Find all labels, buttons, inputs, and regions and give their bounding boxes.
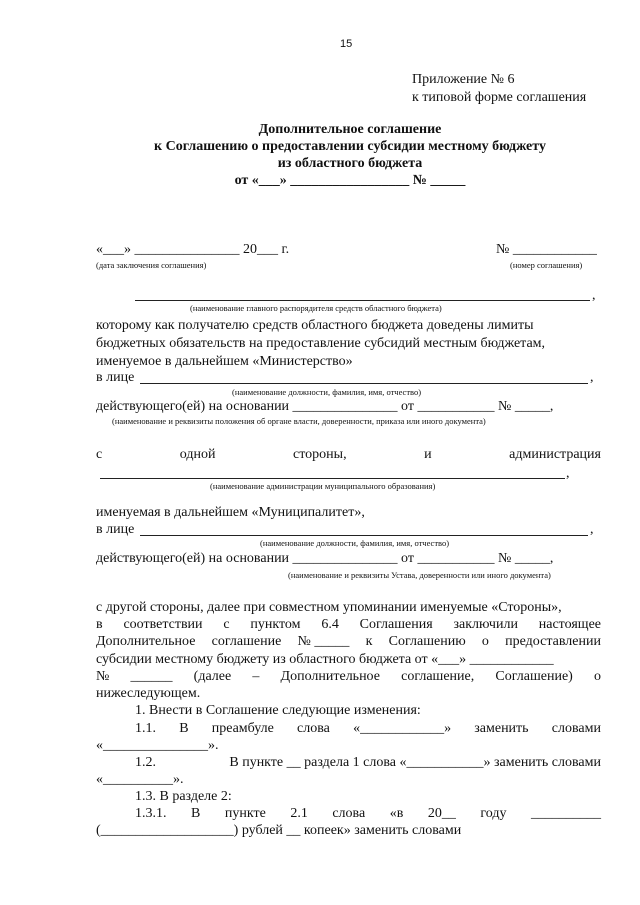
title-line-1: Дополнительное соглашение xyxy=(258,122,442,137)
ministry-acting: действующего(ей) на основании _______________ от ___________ № _____, xyxy=(96,399,554,414)
municipality-person-caption: (наименование должности, фамилия, имя, отчество) xyxy=(260,538,450,548)
item-word: 2.1 xyxy=(290,806,308,821)
item-1-3-1 xyxy=(135,806,601,822)
item-1-1 xyxy=(135,721,601,737)
body-word: пунктом xyxy=(250,617,301,632)
title-line-2: к Соглашению о предоставлении субсидии местному бюджету xyxy=(154,139,546,154)
body-word: соответствии xyxy=(123,617,203,632)
ministry-person-caption: (наименование должности, фамилия, имя, отчество) xyxy=(232,387,422,397)
body-word: Дополнительное xyxy=(280,669,380,684)
agreement-number: № ____________ xyxy=(496,242,597,257)
item-word: 20__ xyxy=(427,806,456,821)
body-word: заключили xyxy=(453,617,518,632)
item-word: 1.1. xyxy=(135,721,156,736)
body-word: Соглашению xyxy=(388,634,466,649)
body-line-4: субсидии местному бюджету из областного бюджета от «___» ____________ xyxy=(96,652,554,667)
municipality-in-person: в лице xyxy=(96,522,135,537)
ministry-comma: , xyxy=(592,288,596,303)
ministry-text-line-3: именуемое в дальнейшем «Министерство» xyxy=(96,354,353,369)
body-word: – xyxy=(252,669,260,684)
body-line-1: с другой стороны, далее при совместном упоминании именуемые «Стороны», xyxy=(96,600,562,615)
body-word: с xyxy=(223,617,230,632)
body-word: (далее xyxy=(193,669,232,684)
item-word: «____________» xyxy=(353,721,452,736)
number-caption: (номер соглашения) xyxy=(510,260,583,270)
municipality-person-comma: , xyxy=(590,522,594,537)
item-word: В xyxy=(179,721,189,736)
agreement-date: «___» _______________ 20___ г. xyxy=(96,242,290,257)
item-1-1-cont: «_______________». xyxy=(96,738,219,753)
item-word: «в xyxy=(389,806,404,821)
body-word: настоящее xyxy=(538,617,601,632)
item-1-3-1-cont: (___________________) рублей __ копеек» заменить словами xyxy=(96,823,462,838)
title-line-3: из областного бюджета xyxy=(277,156,423,171)
admin-word: с xyxy=(96,447,103,462)
title-line-4: от «___» _________________ № _____ xyxy=(234,173,466,188)
item-1: 1. Внести в Соглашение следующие изменения: xyxy=(135,703,421,718)
municipality-line-1: именуемая в дальнейшем «Муниципалитет», xyxy=(96,505,365,520)
ministry-acting-caption: (наименование и реквизиты положения об органе власти, доверенности, приказа или иного документа) xyxy=(112,416,486,426)
ministry-person-line xyxy=(140,383,588,384)
item-word: 1.2. xyxy=(135,755,156,770)
item-1-2-cont: «__________». xyxy=(96,772,184,787)
ministry-text-line-2: бюджетных обязательств на предоставление субсидий местным бюджетам, xyxy=(96,336,546,351)
item-word: пункте xyxy=(224,806,266,821)
item-word: преамбуле xyxy=(211,721,274,736)
body-word: ______ xyxy=(130,669,173,684)
body-word: предоставлении xyxy=(505,634,601,649)
ministry-text-line-1: которому как получателю средств областного бюджета доведены лимиты xyxy=(96,318,534,333)
admin-word: одной xyxy=(179,447,216,462)
item-word: __________ xyxy=(531,806,601,821)
ministry-person-comma: , xyxy=(590,370,594,385)
body-word: о xyxy=(481,634,489,649)
item-word: году xyxy=(480,806,507,821)
ministry-caption: (наименование главного распорядителя средств областного бюджета) xyxy=(190,303,442,313)
municipality-person-line xyxy=(140,535,588,536)
body-word: № _____ xyxy=(297,634,350,649)
item-word: 1.3.1. xyxy=(135,806,167,821)
admin-comma: , xyxy=(566,466,570,481)
body-word: Соглашения xyxy=(359,617,433,632)
admin-word: и xyxy=(424,447,432,462)
body-word: соглашение xyxy=(211,634,282,649)
body-line-5 xyxy=(96,669,601,685)
body-line-3 xyxy=(96,634,601,650)
admin-name-line xyxy=(100,478,565,479)
item-word: В xyxy=(191,806,201,821)
item-word: словами xyxy=(551,721,601,736)
body-word: о xyxy=(594,669,601,684)
admin-word: администрация xyxy=(509,447,601,462)
body-word: Соглашение) xyxy=(495,669,573,684)
appendix-line-2: к типовой форме соглашения xyxy=(412,90,587,105)
municipality-acting-caption: (наименование и реквизиты Устава, доверенности или иного документа) xyxy=(288,570,551,580)
body-line-2 xyxy=(96,617,601,633)
page-number: 15 xyxy=(340,38,353,50)
body-word: 6.4 xyxy=(321,617,339,632)
body-word: соглашение, xyxy=(401,669,475,684)
item-word: заменить xyxy=(474,721,529,736)
item-word: слова xyxy=(297,721,330,736)
body-word: в xyxy=(96,617,103,632)
body-line-6: нижеследующем. xyxy=(96,686,201,701)
item-1-2 xyxy=(135,755,601,771)
ministry-in-person: в лице xyxy=(96,370,135,385)
item-word: В пункте __ раздела 1 слова «___________» заменить словами xyxy=(229,755,601,770)
date-caption: (дата заключения соглашения) xyxy=(96,260,207,270)
body-word: к xyxy=(365,634,373,649)
item-word: слова xyxy=(332,806,366,821)
admin-line xyxy=(96,447,601,463)
admin-word: стороны, xyxy=(293,447,347,462)
body-word: Дополнительное xyxy=(96,634,196,649)
appendix-line-1: Приложение № 6 xyxy=(412,72,515,87)
ministry-name-line xyxy=(135,300,590,301)
admin-caption: (наименование администрации муниципального образования) xyxy=(210,481,436,491)
item-1-3: 1.3. В разделе 2: xyxy=(135,789,232,804)
municipality-acting: действующего(ей) на основании _______________ от ___________ № _____, xyxy=(96,551,554,566)
body-word: № xyxy=(96,669,110,684)
